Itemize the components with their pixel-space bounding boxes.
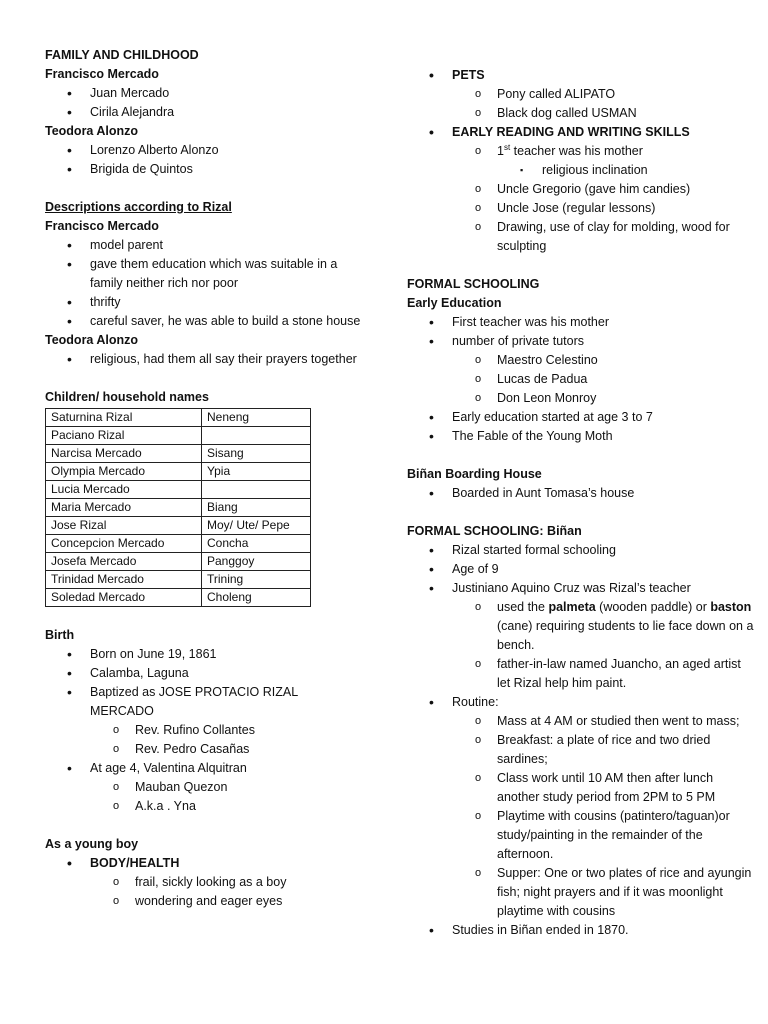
table-cell: Panggoy [202,553,311,571]
list-item: o Drawing, use of clay for molding, wood for sculpting [407,218,757,256]
list-item: o Black dog called USMAN [407,104,757,123]
formal-binan-heading: FORMAL SCHOOLING: Biñan [407,524,582,538]
table-cell: Maria Mercado [46,499,202,517]
table-cell: Moy/ Ute/ Pepe [202,517,311,535]
table-row [46,427,311,445]
desc-mother-name: Teodora Alonzo [45,333,139,347]
children-heading: Children/ household names [45,390,209,404]
list-item [407,598,757,655]
binan-list [407,541,757,940]
table-row [46,463,311,481]
formal-schooling-heading: FORMAL SCHOOLING [407,277,540,291]
list-item: • Baptized as JOSE PROTACIO RIZAL MERCADO [45,683,365,721]
list-item: • Routine: [407,693,757,712]
list-item: ▪ religious inclination [407,161,757,180]
early-education-list [407,313,757,446]
table-cell: Lucia Mercado [46,481,202,499]
pets-list [407,66,757,256]
list-item: o Don Leon Monroy [407,389,757,408]
table-cell: Concha [202,535,311,553]
palmeta-pre-text: used the [497,600,549,614]
list-item: • First teacher was his mother [407,313,757,332]
list-item: • number of private tutors [407,332,757,351]
desc-father-list [45,236,365,331]
baston-word: baston [710,600,752,614]
list-item: o frail, sickly looking as a boy [45,873,365,892]
desc-father-name: Francisco Mercado [45,219,159,233]
list-item: • Age of 9 [407,560,757,579]
list-item: o wondering and eager eyes [45,892,365,911]
descriptions-heading: Descriptions according to Rizal [45,200,232,214]
table-cell: Jose Rizal [46,517,202,535]
list-item: o Uncle Jose (regular lessons) [407,199,757,218]
table-cell: Paciano Rizal [46,427,202,445]
table-cell [202,427,311,445]
list-item: • model parent [45,236,365,255]
list-item: • EARLY READING AND WRITING SKILLS [407,123,757,142]
list-item: • religious, had them all say their prayers together [45,350,365,369]
list-item: • gave them education which was suitable in a family neither rich nor poor [45,255,365,293]
table-row [46,409,311,427]
list-item: • Lorenzo Alberto Alonzo [45,141,365,160]
table-row [46,499,311,517]
list-item: • thrifty [45,293,365,312]
list-item: o Supper: One or two plates of rice and ayungin fish; night prayers and if it was moonlight playtime with cousins [407,864,757,921]
table-cell: Sisang [202,445,311,463]
table-cell: Saturnina Rizal [46,409,202,427]
list-item: o Class work until 10 AM then after lunch another study period from 2PM to 5 PM [407,769,757,807]
table-row [46,571,311,589]
table-cell: Neneng [202,409,311,427]
list-item: • Calamba, Laguna [45,664,365,683]
palmeta-word: palmeta [548,600,596,614]
list-item: • Early education started at age 3 to 7 [407,408,757,427]
list-item: o Breakfast: a plate of rice and two dried sardines; [407,731,757,769]
baston-rest-text: (cane) requiring students to lie face down on a bench. [497,619,754,652]
list-item: o father-in-law named Juancho, an aged artist let Rizal help him paint. [407,655,757,693]
list-item: • At age 4, Valentina Alquitran [45,759,365,778]
table-row [46,445,311,463]
binan-boarding-heading: Biñan Boarding House [407,467,542,481]
table-cell [202,481,311,499]
list-item: • Brigida de Quintos [45,160,365,179]
desc-mother-list [45,350,365,369]
table-row [46,535,311,553]
list-item: • The Fable of the Young Moth [407,427,757,446]
list-item [407,142,757,161]
birth-list [45,645,365,816]
father-name: Francisco Mercado [45,67,159,81]
list-item: o Mauban Quezon [45,778,365,797]
table-cell: Josefa Mercado [46,553,202,571]
list-item: • Cirila Alejandra [45,103,365,122]
list-item: o A.k.a . Yna [45,797,365,816]
list-item: o Rev. Rufino Collantes [45,721,365,740]
mother-parents-list [45,141,365,179]
list-item: • Studies in Biñan ended in 1870. [407,921,757,940]
list-item: • careful saver, he was able to build a stone house [45,312,365,331]
list-item: • Juan Mercado [45,84,365,103]
list-item: • BODY/HEALTH [45,854,365,873]
birth-heading: Birth [45,628,75,642]
table-row [46,517,311,535]
family-heading: FAMILY AND CHILDHOOD [45,48,199,62]
list-item: o Playtime with cousins (patintero/taguan)or study/painting in the remainder of the afternoon. [407,807,757,864]
mother-name: Teodora Alonzo [45,124,139,138]
table-cell: Biang [202,499,311,517]
list-item: • PETS [407,66,757,85]
father-parents-list [45,84,365,122]
table-cell: Olympia Mercado [46,463,202,481]
list-item: o Rev. Pedro Casañas [45,740,365,759]
table-cell: Trining [202,571,311,589]
list-item: o Uncle Gregorio (gave him candies) [407,180,757,199]
list-item: • Justiniano Aquino Cruz was Rizal’s teacher [407,579,757,598]
table-cell: Narcisa Mercado [46,445,202,463]
table-cell: Ypia [202,463,311,481]
young-boy-list [45,854,365,911]
young-boy-heading: As a young boy [45,837,139,851]
list-item: o Lucas de Padua [407,370,757,389]
right-column [407,66,757,940]
ordinal-suffix: st [503,142,511,152]
table-cell: Soledad Mercado [46,589,202,607]
list-item: • Born on June 19, 1861 [45,645,365,664]
binan-boarding-list [407,484,757,503]
table-row [46,589,311,607]
children-table [45,408,311,607]
first-teacher-text: teacher was his mother [510,144,643,158]
table-cell: Trinidad Mercado [46,571,202,589]
table-row [46,481,311,499]
ordinal-number: 1 [497,144,504,158]
list-item: o Pony called ALIPATO [407,85,757,104]
list-item: o Maestro Celestino [407,351,757,370]
list-item: • Rizal started formal schooling [407,541,757,560]
left-column [45,46,365,911]
list-item: o Mass at 4 AM or studied then went to mass; [407,712,757,731]
palmeta-mid-text: (wooden paddle) or [595,600,711,614]
table-row [46,553,311,571]
table-cell: Choleng [202,589,311,607]
list-item: • Boarded in Aunt Tomasa’s house [407,484,757,503]
early-education-heading: Early Education [407,296,502,310]
table-cell: Concepcion Mercado [46,535,202,553]
